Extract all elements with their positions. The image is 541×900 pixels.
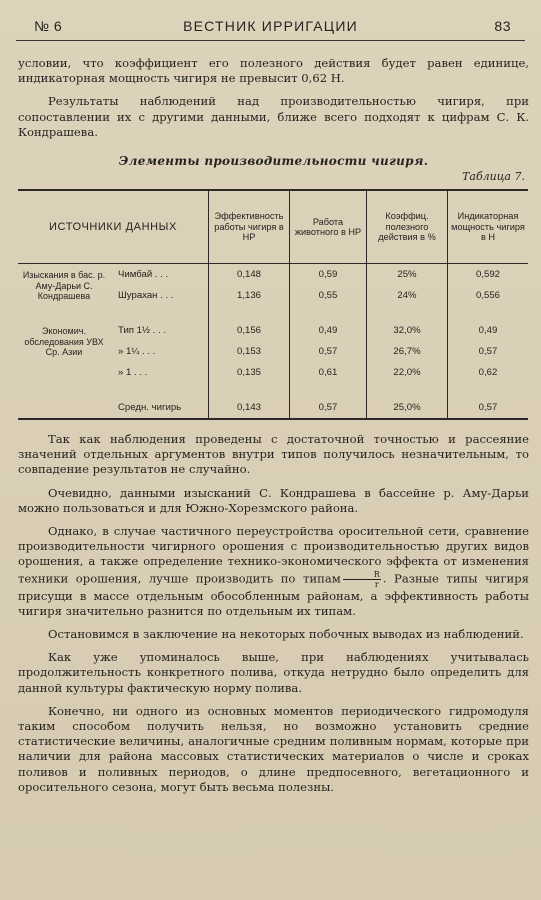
source-cell: Изыскания в бас. р. Аму-Дарьи С. Кондрашева	[22, 270, 106, 302]
paragraph-with-formula	[18, 524, 529, 619]
cell-power: 0,62	[448, 362, 529, 383]
cell-work: 0,57	[290, 341, 367, 362]
source-cell: Экономич. обследования УВХ Ср. Азии	[24, 326, 104, 358]
cell-effect: 1,136	[209, 285, 290, 306]
cell-coef: 26,7%	[367, 341, 448, 362]
table-row-average	[18, 397, 528, 419]
page-number: 83	[494, 18, 511, 34]
paragraph: Как уже упоминалось выше, при наблюдениях учитывалась продолжительность конкретного полива, откуда нетрудно было определить для данной культуры фактическую норму полива.	[18, 650, 529, 695]
row-name: Тип 1½ . . .	[110, 320, 209, 341]
table-row	[18, 320, 528, 341]
table-row	[18, 264, 528, 286]
table-title: Элементы производительности чигиря.	[118, 154, 429, 169]
cell-power: 0,57	[448, 397, 529, 419]
running-head	[16, 14, 525, 41]
data-table	[18, 189, 528, 420]
fraction-r-over-r	[343, 570, 381, 589]
issue-number: № 6	[34, 18, 63, 34]
cell-coef: 25,0%	[367, 397, 448, 419]
cell-effect: 0,143	[209, 397, 290, 419]
paragraph: условии, что коэффициент его полезного действия будет равен единице, индикаторная мощность чигиря не превысит 0,62 Н.	[18, 56, 529, 86]
row-name: Чимбай . . .	[110, 264, 209, 286]
cell-work: 0,61	[290, 362, 367, 383]
header-source: ИСТОЧНИКИ ДАННЫХ	[18, 190, 209, 264]
cell-effect: 0,135	[209, 362, 290, 383]
cell-effect: 0,148	[209, 264, 290, 286]
paragraph: Остановимся в заключение на некоторых побочных выводах из наблюдений.	[48, 627, 524, 642]
cell-power: 0,57	[448, 341, 529, 362]
cell-coef: 24%	[367, 285, 448, 306]
cell-coef: 25%	[367, 264, 448, 286]
paragraph-text: . Разные типы чигиря присущи в массе отдельным обособленным районам, а эффективность работы чигиря значительно разнится по отдельным их типам.	[18, 571, 529, 618]
cell-work: 0,57	[290, 397, 367, 419]
row-name: » 1¼ . . .	[110, 341, 209, 362]
paragraph: Результаты наблюдений над производительностью чигиря, при сопоставлении их с другими данными, ближе всего подходят к цифрам С. К. Кондрашева.	[18, 94, 529, 139]
header-coef: Коэффиц. полезного действия в %	[367, 190, 448, 264]
cell-coef: 32,0%	[367, 320, 448, 341]
paragraph: Конечно, ни одного из основных моментов периодического гидромодуля таким способом получить нельзя, но возможно установить средние статистические величины, аналогичные средним поливным нормам, которые при наличии для района массовых статистических материалов о числе и сроках поливов и поливных периодов, о длине предпосевного, вегетационного и оросительного сезона, могут быть весьма полезны.	[18, 703, 529, 794]
paragraph-text: Однако, в случае частичного переустройства оросительной сети, сравнение производительности чигирного орошения с производительностью других видов орошения, а также определение технико-экономического эффекта от изменения техники орошения, лучше производить по типам	[18, 524, 529, 586]
table-label: Таблица 7.	[462, 170, 525, 184]
row-name: Средн. чигирь	[118, 402, 182, 414]
paragraph: Очевидно, данными изысканий С. Кондрашева в бассейне р. Аму-Дарьи можно пользоваться и для Южно-Хорезмского района.	[18, 485, 529, 515]
journal-title: ВЕСТНИК ИРРИГАЦИИ	[183, 18, 358, 34]
cell-work: 0,55	[290, 285, 367, 306]
fraction-denominator: r	[374, 579, 379, 589]
row-spacer	[18, 306, 528, 320]
cell-effect: 0,156	[209, 320, 290, 341]
cell-power: 0,49	[448, 320, 529, 341]
header-power: Индикаторная мощность чигиря в H	[448, 190, 529, 264]
cell-work: 0,59	[290, 264, 367, 286]
header-work: Работа животного в HP	[290, 190, 367, 264]
cell-work: 0,49	[290, 320, 367, 341]
header-effect: Эффективность работы чигиря в HP	[209, 190, 290, 264]
cell-power: 0,592	[448, 264, 529, 286]
article-body	[18, 56, 529, 795]
cell-effect: 0,153	[209, 341, 290, 362]
row-name: Шурахан . . .	[110, 285, 209, 306]
row-spacer	[18, 383, 528, 397]
cell-power: 0,556	[448, 285, 529, 306]
row-name: » 1 . . .	[110, 362, 209, 383]
cell-coef: 22,0%	[367, 362, 448, 383]
fraction-numerator: R	[343, 570, 381, 580]
paragraph: Так как наблюдения проведены с достаточной точностью и рассеяние значений отдельных аргументов внутри типов получилось незначительным, то совпадение результатов не случайно.	[18, 432, 529, 477]
